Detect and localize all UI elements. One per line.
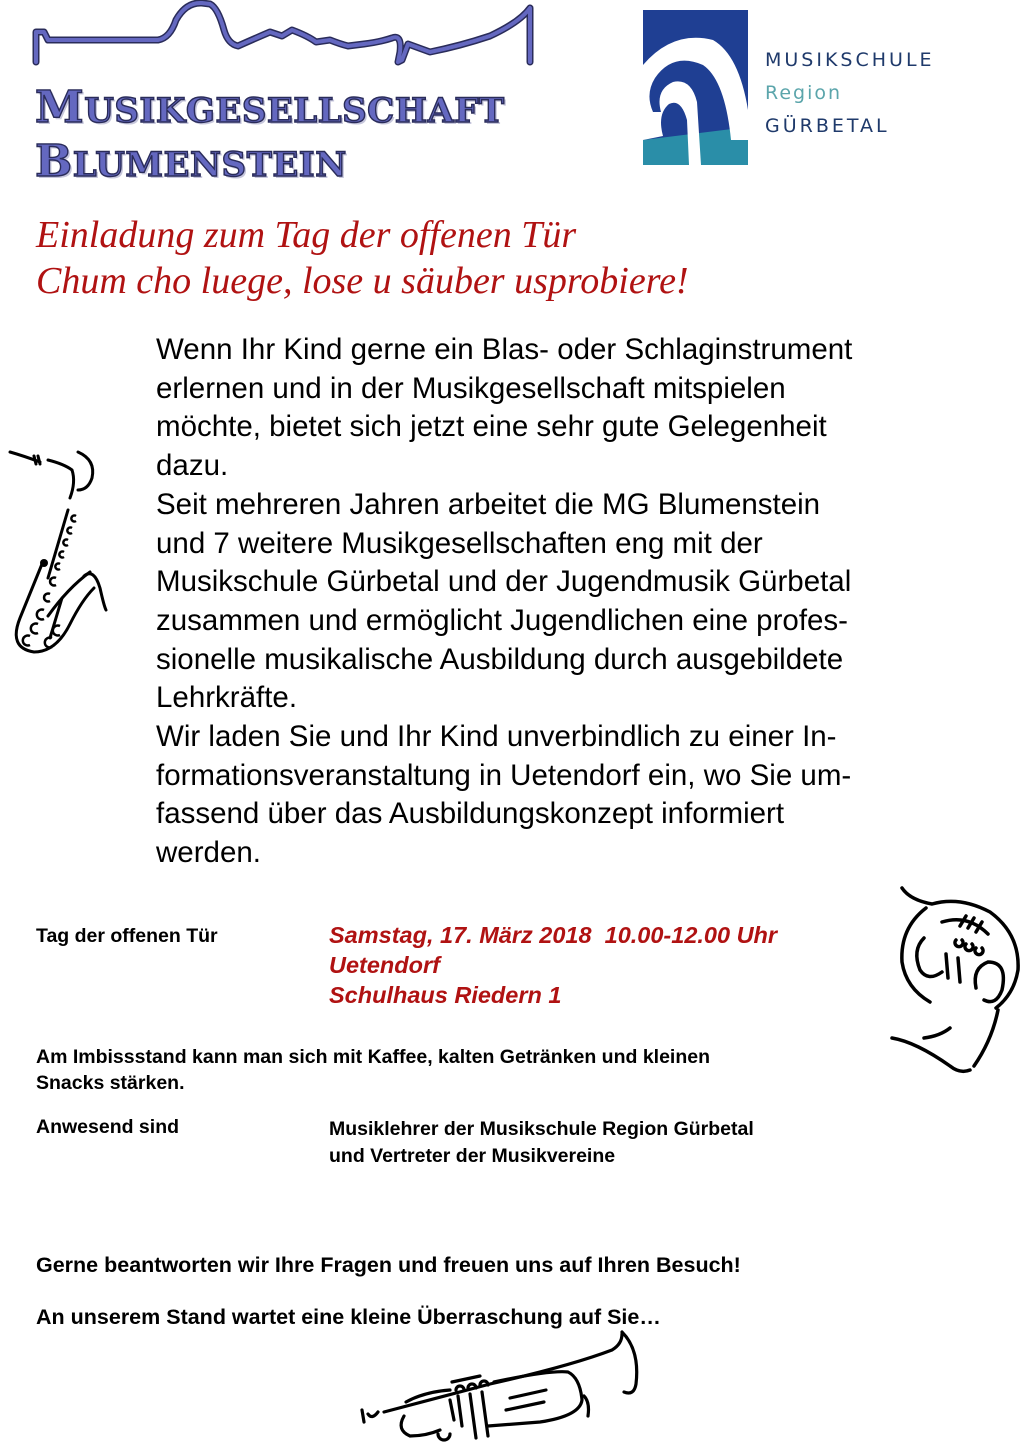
headline-line1: Einladung zum Tag der offenen Tür: [36, 214, 577, 256]
body-line: Musikschule Gürbetal und der Jugendmusik Gürbetal: [156, 565, 852, 599]
mountain-skyline-icon: [30, 0, 550, 70]
event-place: Uetendorf: [329, 952, 440, 978]
body-line: möchte, bietet sich jetzt eine sehr gute Gelegenheit: [156, 410, 827, 444]
closing-line2: An unserem Stand wartet eine kleine Überraschung auf Sie…: [36, 1305, 661, 1329]
french-horn-icon: [880, 878, 1024, 1078]
body-line: erlernen und in der Musikgesellschaft mitspielen: [156, 371, 786, 405]
musikschule-line1: MUSIKSCHULE: [765, 49, 935, 71]
present-info: [329, 1116, 754, 1170]
musikschule-text: [765, 44, 935, 143]
event-address: Schulhaus Riedern 1: [329, 982, 562, 1008]
body-paragraph: [156, 331, 986, 873]
snack-info: [36, 1044, 856, 1096]
body-line: dazu.: [156, 449, 229, 483]
body-line: Seit mehreren Jahren arbeitet die MG Blumenstein: [156, 487, 821, 521]
invitation-headline: [36, 212, 689, 304]
headline-line2: Chum cho luege, lose u säuber usprobiere!: [36, 260, 689, 302]
musikschule-line3: GÜRBETAL: [765, 115, 890, 137]
snack-line1: Am Imbissstand kann man sich mit Kaffee, kalten Getränken und kleinen: [36, 1046, 711, 1068]
musikschule-mark-icon: [643, 10, 748, 165]
event-info: [329, 920, 777, 1010]
event-date-time: Samstag, 17. März 2018 10.00-12.00 Uhr: [329, 922, 778, 948]
body-line: und 7 weitere Musikgesellschaften eng mit der: [156, 526, 763, 560]
closing-line1: Gerne beantworten wir Ihre Fragen und freuen uns auf Ihren Besuch!: [36, 1253, 741, 1277]
present-line1: Musiklehrer der Musikschule Region Gürbetal: [329, 1118, 754, 1140]
trumpet-icon: [340, 1330, 650, 1446]
mg-title-line1: MUSIKGESELLSCHAFT: [35, 82, 505, 133]
body-line: Wenn Ihr Kind gerne ein Blas- oder Schlaginstrument: [156, 333, 853, 366]
body-line: fassend über das Ausbildungskonzept informiert: [156, 797, 785, 831]
body-line: sionelle musikalische Ausbildung durch ausgebildete: [156, 642, 844, 676]
mg-title-line2: BLUMENSTEIN: [35, 136, 347, 187]
event-label: Tag der offenen Tür: [36, 925, 218, 947]
musikschule-line2: Region: [765, 82, 843, 104]
body-line: zusammen und ermöglicht Jugendlichen eine profes-: [156, 603, 848, 637]
body-line: Lehrkräfte.: [156, 681, 298, 715]
body-line: Wir laden Sie und Ihr Kind unverbindlich zu einer In-: [156, 720, 837, 754]
body-line: werden.: [156, 836, 261, 870]
saxophone-icon: [4, 438, 114, 668]
present-label: Anwesend sind: [36, 1116, 180, 1138]
present-line2: und Vertreter der Musikvereine: [329, 1145, 616, 1167]
musikschule-logo: [643, 10, 943, 165]
snack-line2: Snacks stärken.: [36, 1072, 185, 1094]
body-line: formationsveranstaltung in Uetendorf ein, wo Sie um-: [156, 758, 852, 792]
mg-blumenstein-logo: [30, 0, 550, 190]
